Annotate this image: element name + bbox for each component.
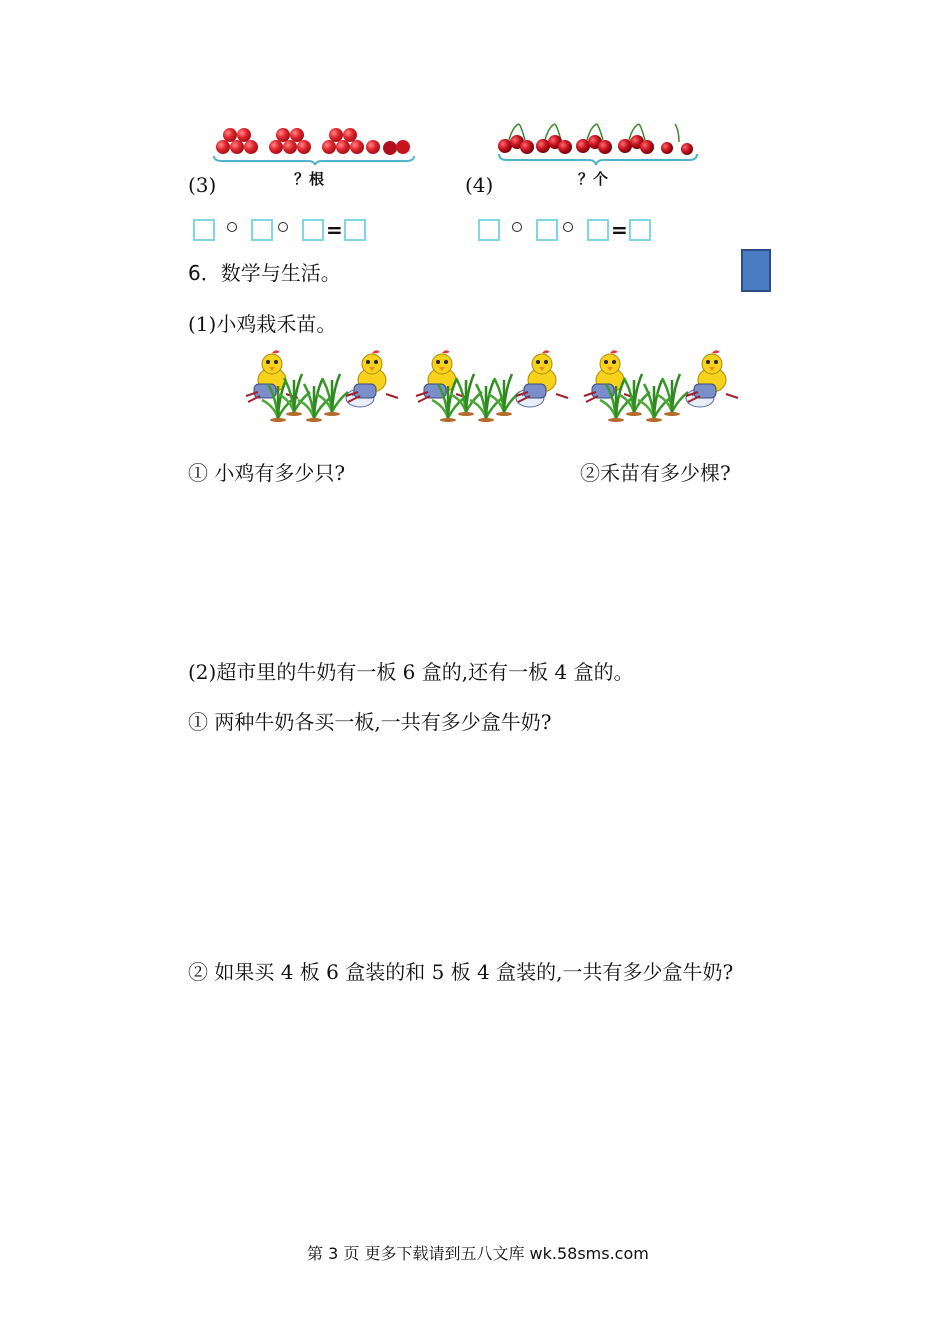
brace-label-4: ？个 <box>578 170 609 188</box>
part-1-question-2: ②禾苗有多少棵? <box>580 461 731 485</box>
brace-label-3: ？根 <box>294 170 325 188</box>
answer-box[interactable] <box>587 219 609 241</box>
problem-4-label: (4) <box>465 173 494 197</box>
operator-circle[interactable] <box>278 222 288 232</box>
apples-illustration <box>210 122 420 166</box>
blue-marker <box>741 249 771 292</box>
equals-sign: = <box>326 218 343 242</box>
answer-box[interactable] <box>629 219 651 241</box>
part-2-question-1: ① 两种牛奶各买一板,一共有多少盒牛奶? <box>188 710 552 734</box>
part-2-heading: (2)超市里的牛奶有一板 6 盒的,还有一板 4 盒的。 <box>188 660 634 684</box>
operator-circle[interactable] <box>227 222 237 232</box>
answer-box[interactable] <box>536 219 558 241</box>
section-6-title: 6．数学与生活。 <box>188 261 341 285</box>
operator-circle[interactable] <box>563 222 573 232</box>
problem-3-label: (3) <box>188 173 217 197</box>
operator-circle[interactable] <box>512 222 522 232</box>
part-2-question-2: ② 如果买 4 板 6 盒装的和 5 板 4 盒装的,一共有多少盒牛奶? <box>188 960 734 984</box>
part-1-question-1: ① 小鸡有多少只? <box>188 461 346 485</box>
cherries-illustration <box>495 120 705 166</box>
part-1-heading: (1)小鸡栽禾苗。 <box>188 312 337 336</box>
equals-sign: = <box>611 218 628 242</box>
answer-box[interactable] <box>478 219 500 241</box>
answer-box[interactable] <box>344 219 366 241</box>
page-footer: 第 3 页 更多下载请到五八文库 wk.58sms.com <box>307 1244 649 1263</box>
answer-box[interactable] <box>251 219 273 241</box>
answer-box[interactable] <box>302 219 324 241</box>
answer-box[interactable] <box>193 219 215 241</box>
chicks-seedlings-illustration <box>230 348 770 428</box>
